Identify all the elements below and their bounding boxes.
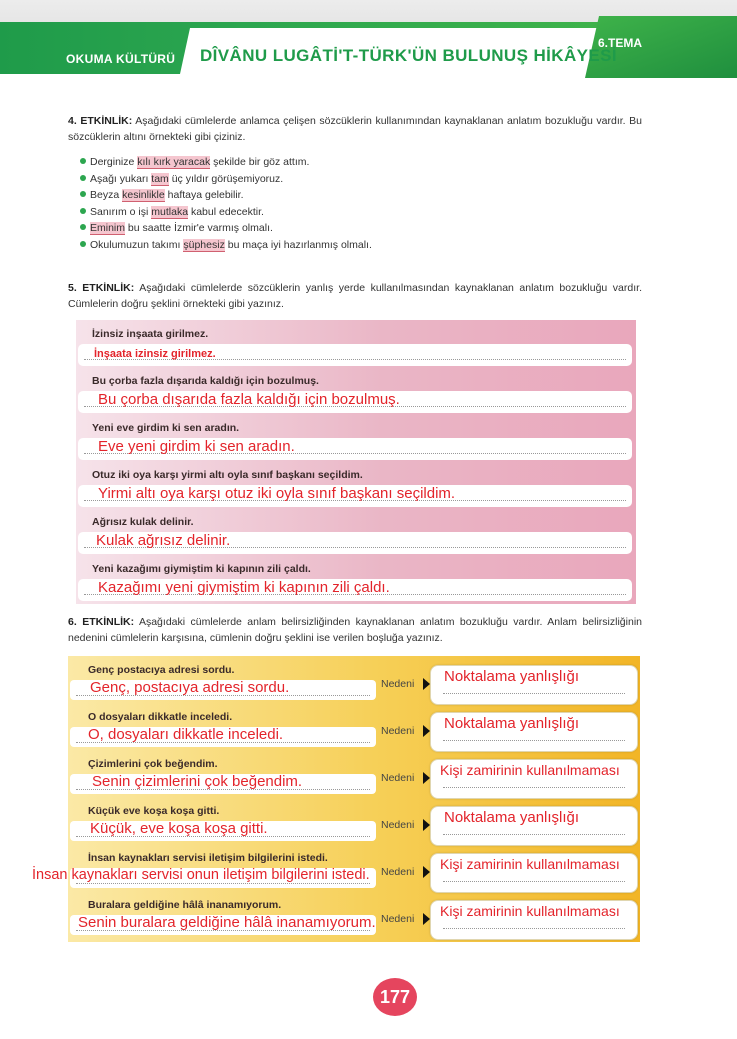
activity-6-question: Çizimlerini çok beğendim.: [88, 758, 218, 770]
activity-4-item: [80, 171, 640, 188]
underlined-word: kılı kırk yaracak: [137, 156, 211, 168]
item-text-after: bu saatte İzmir'e varmış olmalı.: [125, 222, 273, 234]
activity-5-example-answer: İnşaata izinsiz girilmez.: [94, 348, 216, 360]
bullet-icon: [80, 208, 86, 214]
activity-6-handwritten-answer: O, dosyaları dikkatle inceledi.: [88, 726, 284, 743]
arrow-right-icon: [423, 725, 430, 737]
activity-5-question: Otuz iki oya karşı yirmi altı oyla sınıf başkanı seçildim.: [92, 469, 363, 481]
activity-4-text: Aşağıdaki cümlelerde anlamca çelişen sözcüklerin kullanımından kaynaklanan anlatım bozukluğu vardır. Bu sözcüklerin altını örnekteki gibi çiziniz.: [68, 115, 642, 143]
activity-5-question: Ağrısız kulak delinir.: [92, 516, 194, 528]
bullet-icon: [80, 241, 86, 247]
dotted-line: [443, 881, 625, 882]
item-text-after: haftaya gelebilir.: [164, 189, 244, 201]
theme-label: 6.TEMA: [598, 36, 643, 50]
activity-5-question: Yeni eve girdim ki sen aradın.: [92, 422, 240, 434]
activity-4-item: [80, 204, 640, 221]
reason-label: Nedeni: [381, 772, 415, 784]
arrow-right-icon: [423, 678, 430, 690]
activity-5-handwritten-answer: Yirmi altı oya karşı otuz iki oyla sınıf başkanı seçildim.: [98, 485, 456, 502]
underlined-word: mutlaka: [151, 205, 189, 218]
item-text-before: Aşağı yukarı: [90, 172, 152, 185]
item-text-after: kabul edecektir.: [188, 205, 264, 218]
reason-label: Nedeni: [381, 866, 415, 878]
activity-5-label: 5. ETKİNLİK:: [68, 282, 135, 294]
section-label: OKUMA KÜLTÜRÜ: [66, 52, 176, 66]
bullet-icon: [80, 175, 86, 181]
arrow-right-icon: [423, 772, 430, 784]
activity-5-instruction: [68, 280, 642, 312]
activity-4-item: [80, 187, 640, 204]
activity-4-list: [80, 154, 640, 253]
activity-4-instruction: [68, 113, 642, 145]
item-text-after: üç yıldır görüşemiyoruz.: [168, 172, 284, 185]
reason-handwritten-answer: Kişi zamirinin kullanılmaması: [440, 762, 620, 778]
reason-handwritten-answer: Noktalama yanlışlığı: [444, 668, 580, 685]
dotted-line: [443, 928, 625, 929]
reason-handwritten-answer: Noktalama yanlışlığı: [444, 809, 580, 826]
item-text-after: bu maça iyi hazırlanmış olmalı.: [224, 238, 372, 251]
activity-5-handwritten-answer: Kulak ağrısız delinir.: [96, 532, 231, 549]
item-text-after: şekilde bir göz attım.: [210, 156, 310, 168]
activity-4-item: [80, 237, 640, 254]
activity-6-handwritten-answer: Senin buralara geldiğine hâlâ inanamıyorum.: [78, 914, 376, 931]
reason-label: Nedeni: [381, 819, 415, 831]
bullet-icon: [80, 158, 86, 164]
reason-label: Nedeni: [381, 913, 415, 925]
activity-6-text: Aşağıdaki cümlelerde anlam belirsizliğinden kaynaklanan anlatım bozukluğu vardır. Anlam belirsizliğinin nedenini cümlelerin karşısına, cümlenin doğru şeklini ise verilen boşluğa yazınız.: [68, 616, 642, 644]
activity-6-question: İnsan kaynakları servisi iletişim bilgilerini istedi.: [88, 852, 328, 864]
page-number: 177: [373, 978, 417, 1016]
page-title: DÎVÂNU LUGÂTİ'T-TÜRK'ÜN BULUNUŞ HİKÂYESİ: [200, 46, 617, 65]
item-text-before: Okulumuzun takımı: [90, 238, 184, 251]
arrow-right-icon: [423, 819, 430, 831]
activity-5-question: İzinsiz inşaata girilmez.: [92, 328, 209, 340]
reason-label: Nedeni: [381, 725, 415, 737]
activity-6-question: Genç postacıya adresi sordu.: [88, 664, 235, 676]
underlined-word: kesinlikle: [122, 189, 165, 201]
reason-handwritten-answer: Kişi zamirinin kullanılmaması: [440, 903, 620, 919]
activity-5-handwritten-answer: Eve yeni girdim ki sen aradın.: [98, 438, 295, 455]
dotted-line: [443, 740, 625, 741]
activity-6-handwritten-answer: Küçük, eve koşa koşa gitti.: [90, 820, 268, 837]
bullet-icon: [80, 191, 86, 197]
activity-6-question: Küçük eve koşa koşa gitti.: [88, 805, 220, 817]
arrow-right-icon: [423, 913, 430, 925]
activity-5-handwritten-answer: Bu çorba dışarıda fazla kaldığı için bozulmuş.: [98, 391, 400, 408]
reason-handwritten-answer: Noktalama yanlışlığı: [444, 715, 580, 732]
reason-label: Nedeni: [381, 678, 415, 690]
activity-4-item: [80, 154, 640, 171]
underlined-word: Eminim: [90, 222, 126, 234]
activity-4-item: [80, 220, 640, 237]
activity-5-text: Aşağıdaki cümlelerde sözcüklerin yanlış yerde kullanılmasından kaynaklanan anlatım bozukluğu vardır. Cümlelerin doğru şeklini örnekteki gibi yazınız.: [68, 282, 642, 310]
activity-5-handwritten-answer: Kazağımı yeni giymiştim ki kapının zili çaldı.: [98, 579, 390, 596]
dotted-line: [443, 693, 625, 694]
arrow-right-icon: [423, 866, 430, 878]
activity-6-question: O dosyaları dikkatle inceledi.: [88, 711, 233, 723]
activity-5-question: Yeni kazağımı giymiştim ki kapının zili çaldı.: [92, 563, 311, 575]
bullet-icon: [80, 224, 86, 230]
item-text-before: Beyza: [90, 189, 123, 201]
activity-6-question: Buralara geldiğine hâlâ inanamıyorum.: [88, 899, 282, 911]
activity-6-label: 6. ETKİNLİK:: [68, 616, 135, 628]
activity-6-handwritten-answer: İnsan kaynakları servisi onun iletişim bilgilerini istedi.: [32, 867, 370, 883]
activity-6-handwritten-answer: Genç, postacıya adresi sordu.: [90, 679, 290, 696]
activity-4-label: 4. ETKİNLİK:: [68, 115, 133, 127]
underlined-word: tam: [151, 172, 169, 185]
reason-handwritten-answer: Kişi zamirinin kullanılmaması: [440, 856, 620, 872]
dotted-line: [443, 834, 625, 835]
dotted-line: [76, 883, 370, 884]
dotted-line: [443, 787, 625, 788]
activity-6-handwritten-answer: Senin çizimlerini çok beğendim.: [92, 773, 303, 790]
item-text-before: Sanırım o işi: [90, 205, 152, 218]
activity-5-question: Bu çorba fazla dışarıda kaldığı için bozulmuş.: [92, 375, 319, 387]
underlined-word: şüphesiz: [183, 238, 225, 251]
item-text-before: Derginize: [90, 156, 138, 168]
activity-6-instruction: [68, 614, 642, 646]
